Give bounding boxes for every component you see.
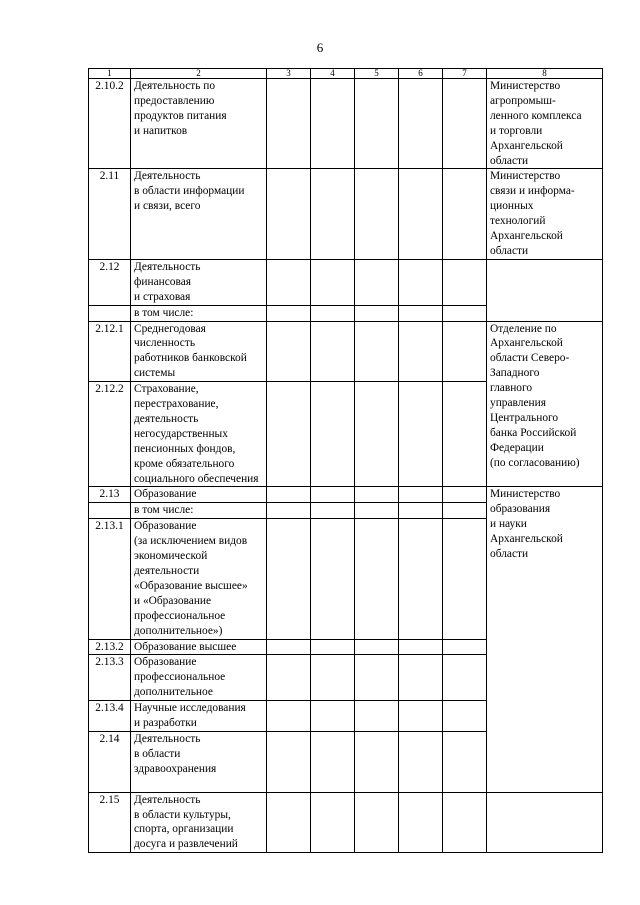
- row-number: 2.15: [89, 792, 131, 853]
- row-indicator: Деятельность по предоставлению продуктов питания и напитков: [131, 79, 267, 169]
- col-header-5: 5: [355, 69, 399, 79]
- table-row: [89, 259, 603, 305]
- row-number: 2.11: [89, 169, 131, 259]
- row-indicator: Деятельность в области здравоохранения: [131, 731, 267, 792]
- row-organization-empty: [487, 259, 603, 321]
- row-organization: [487, 792, 603, 853]
- row-number: 2.12: [89, 259, 131, 305]
- col-header-7: 7: [443, 69, 487, 79]
- row-number: 2.12.1: [89, 321, 131, 382]
- col-header-2: 2: [131, 69, 267, 79]
- row-indicator: Научные исследования и разработки: [131, 701, 267, 732]
- row-number: 2.12.2: [89, 382, 131, 487]
- table-row: [89, 79, 603, 169]
- row-indicator: Образование профессиональное дополнительное: [131, 655, 267, 701]
- indicators-table: [88, 68, 603, 853]
- row-number: 2.13.1: [89, 519, 131, 639]
- row-organization: Отделение по Архангельской области Северо- Западного главного управления Центрального банка Российской Федерации (по согласованию): [487, 321, 603, 487]
- table-row: [89, 487, 603, 503]
- row-number: 2.13.2: [89, 639, 131, 655]
- col-header-8: 8: [487, 69, 603, 79]
- table-row: [89, 169, 603, 259]
- row-number: 2.10.2: [89, 79, 131, 169]
- row-organization: Министерство образования и науки Архангельской области: [487, 487, 603, 792]
- row-indicator: Образование высшее: [131, 639, 267, 655]
- row-organization: Министерство агропромыш- ленного комплекса и торговли Архангельской области: [487, 79, 603, 169]
- page-number: 6: [316, 40, 324, 55]
- row-indicator: Образование (за исключением видов экономической деятельности «Образование высшее» и «Образование профессиональное дополнительное»): [131, 519, 267, 639]
- row-indicator: Среднегодовая численность работников банковской системы: [131, 321, 267, 382]
- subheading-including: в том числе:: [131, 305, 267, 321]
- col-header-3: 3: [267, 69, 311, 79]
- row-number: 2.13.4: [89, 701, 131, 732]
- row-indicator: Деятельность финансовая и страховая: [131, 259, 267, 305]
- row-number: 2.14: [89, 731, 131, 792]
- col-header-4: 4: [311, 69, 355, 79]
- row-organization: Министерство связи и информа- ционных технологий Архангельской области: [487, 169, 603, 259]
- row-indicator: Образование: [131, 487, 267, 503]
- row-number: 2.13.3: [89, 655, 131, 701]
- col-header-6: 6: [399, 69, 443, 79]
- table-row: [89, 792, 603, 853]
- row-indicator: Деятельность в области информации и связи, всего: [131, 169, 267, 259]
- row-number: 2.13: [89, 487, 131, 503]
- subheading-including: в том числе:: [131, 503, 267, 519]
- table-row: [89, 321, 603, 382]
- col-header-1: 1: [89, 69, 131, 79]
- row-indicator: Страхование, перестрахование, деятельность негосударственных пенсионных фондов, кроме обязательного социального обеспечения: [131, 382, 267, 487]
- row-indicator: Деятельность в области культуры, спорта, организации досуга и развлечений: [131, 792, 267, 853]
- header-row: [89, 69, 603, 79]
